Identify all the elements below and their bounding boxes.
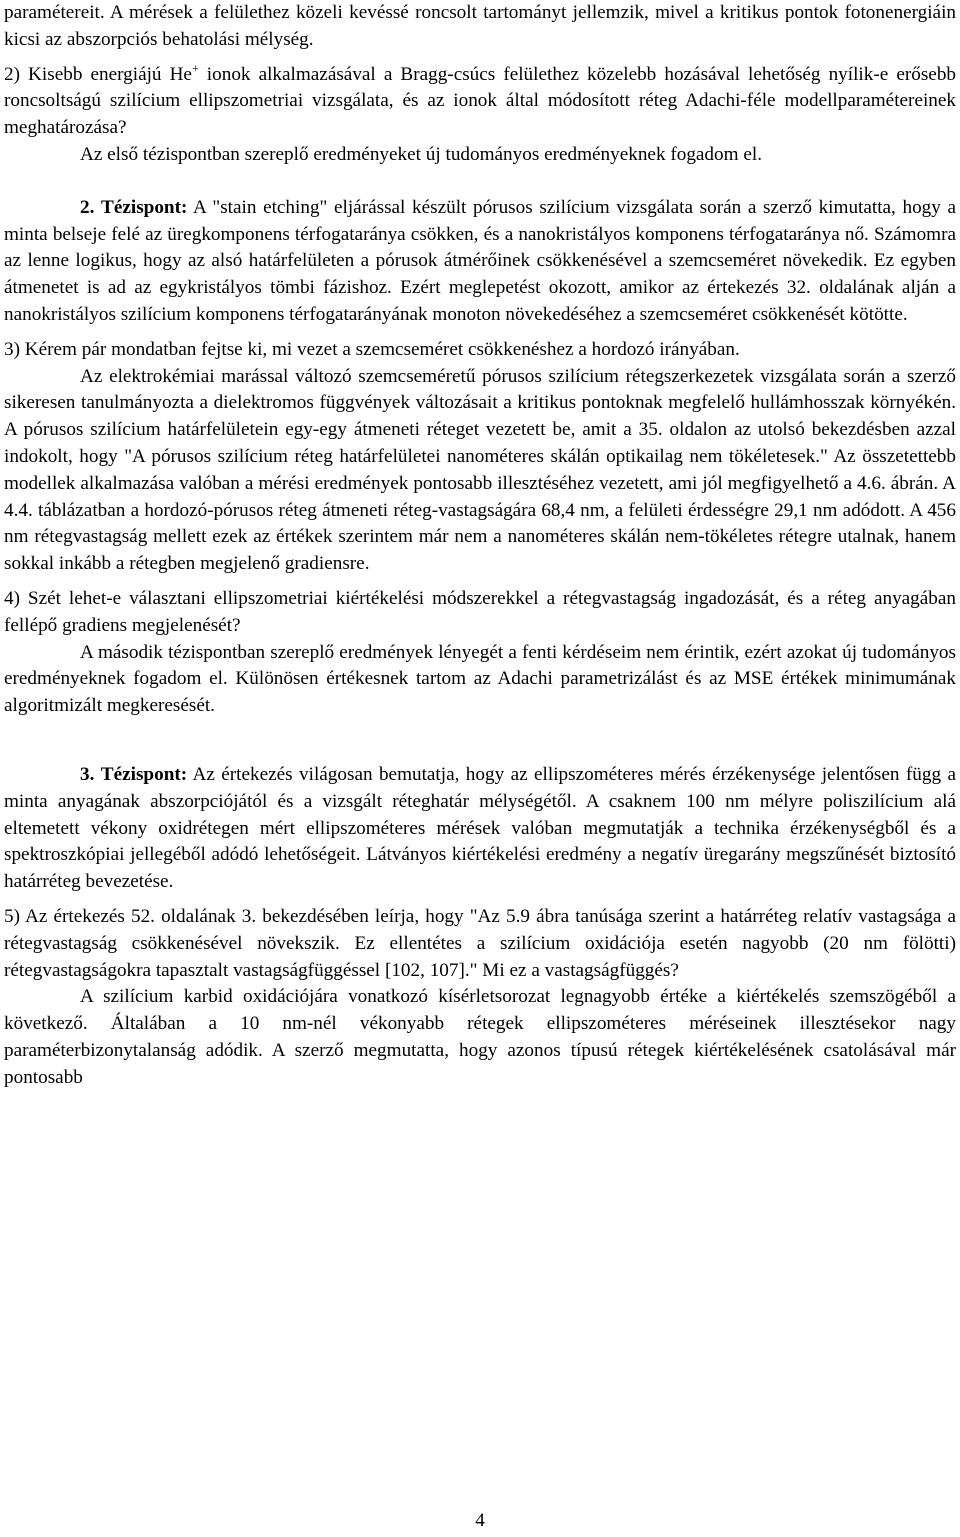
- thesis-3-number: 3.: [80, 763, 95, 785]
- thesis-3-paragraph: [4, 762, 956, 896]
- silicon-carbide-paragraph: A szilícium karbid oxidációjára vonatkozó kísérletsorozat legnagyobb értéke a kiértékelés szemszögéből a következő. Általában a 10 nm-nél vékonyabb rétegek ellipszométeres méréseinek illesztésekor nagy paraméterbizonytalanság adódik. A szerző megmutatta, hogy azonos típusú rétegek kiértékelésének csatolásával már pontosabb: [4, 986, 956, 1088]
- question-3: 3) Kérem pár mondatban fejtse ki, mi vezet a szemcseméret csökkenéshez a hordozó irányában.: [4, 338, 740, 360]
- question-4: 4) Szét lehet-e választani ellipszometriai kiértékelési módszerekkel a rétegvastagság ingadozását, és a réteg anyagában fellépő gradiens megjelenését?: [4, 587, 956, 636]
- intro-paragraph: paramétereit. A mérések a felülethez közeli kevéssé roncsolt tartományt jellemzik, mivel a kritikus pontok fotonenergiáin kicsi az abszorpciós behatolási mélység.: [4, 2, 956, 50]
- acceptance-paragraph-2: A második tézispontban szereplő eredmények lényegét a fenti kérdéseim nem érintik, ezért azokat új tudományos eredményeknek fogadom el. Különösen értékesnek tartom az Adachi parametrizálást és az MSE értékek minimumának algoritmizált megkeresését.: [4, 641, 956, 717]
- question-5: 5) Az értekezés 52. oldalának 3. bekezdésében leírja, hogy "Az 5.9 ábra tanúsága szerint a határréteg relatív vastagsága a rétegvastagság csökkenésével növekszik. Ez ellentétes a szilícium oxidációja esetén nagyobb (20 nm fölötti) rétegvastagságokra tapasztalt vastagságfüggéssel [102, 107]." Mi ez a vastagságfüggés?: [4, 905, 956, 981]
- document-page: [4, 0, 956, 1091]
- thesis-2-text: A "stain etching" eljárással készült pórusos szilícium vizsgálata során a szerző kimutatta, hogy a minta belseje felé az üregkomponens térfogataránya csökken, és a nanokristályos komponens térfogataránya nő. Számomra az lenne logikus, hogy az alsó határfelületen a pórusok átmérőinek csökkenésével a szemcseméret növekedik. Ez egyben átmenetet is ad az egykristályos tömbi fázishoz. Ezért meglepetést okozott, amikor az értekezés 32. oldalának alján a nanokristályos szilícium komponens térfogatarányának monoton növekedéséhez a szemcseméret csökkenését kötötte.: [4, 196, 957, 325]
- acceptance-paragraph-1: Az első tézispontban szereplő eredményeket új tudományos eredményeknek fogadom el.: [80, 143, 762, 165]
- page-number: 4: [475, 1510, 485, 1531]
- superscript-plus: +: [191, 60, 199, 75]
- question-2-start: 2) Kisebb energiájú He: [4, 63, 192, 85]
- thesis-2-label: Tézispont:: [101, 196, 188, 218]
- electrochemical-paragraph: Az elektrokémiai marással változó szemcseméretű pórusos szilícium rétegszerkezetek vizsgálata során a szerző sikeresen tanulmányozta a dielektromos függvények változásait a kritikus pontoknak megfelelő hullámhosszak környékén. A pórusos szilícium határfelületein egy-egy átmeneti réteget vezetett be, amit a 35. oldalon az utolsó bekezdésben azzal indokolt, hogy "A pórusos szilícium réteg határfelületei nanométeres skálán optikailag nem tökéletesek." Az összetettebb modellek alkalmazása valóban a mérési eredmények pontosabb illesztéséhez vezetett, ami jól megfigyelhető a 4.6. ábrán. A 4.4. táblázatban a hordozó-pórusos réteg átmeneti réteg-vastagságára 68,4 nm, a felületi érdességre 29,1 nm adódott. A 456 nm rétegvastagság mellett ezek az értékek szerintem már nem a nanométeres skálán nem-tökéletes rétegre utalnak, hanem sokkal inkább a rétegben megjelenő gradiensre.: [4, 365, 956, 575]
- thesis-2-number: 2.: [80, 196, 95, 218]
- question-2: [4, 62, 956, 142]
- thesis-3-text: Az értekezés világosan bemutatja, hogy az ellipszométeres mérés érzékenysége jelentősen függ a minta anyagának abszorpciójától és a vizsgált réteghatár mélységétől. A csaknem 100 nm mélyre poliszilícium alá eltemetett vékony oxidrétegen mért ellipszométeres mérések valóban megmutatják a technika érzékenységből és a spektroszkópiai jellegéből adódó lehetőségeit. Látványos kiértékelési eredmény a negatív üregarány megszűnését biztosító határréteg bevezetése.: [4, 763, 956, 893]
- thesis-3-label: Tézispont:: [100, 763, 188, 785]
- question-2-rest: ionok alkalmazásával a Bragg-csúcs felülethez közelebb hozásával lehetőség nyílik-e erősebb roncsoltságú szilícium ellipszometriai vizsgálata, és az ionok által módosított réteg Adachi-féle modellparamétereinek meghatározása?: [4, 63, 957, 139]
- thesis-2-paragraph: [4, 195, 956, 329]
